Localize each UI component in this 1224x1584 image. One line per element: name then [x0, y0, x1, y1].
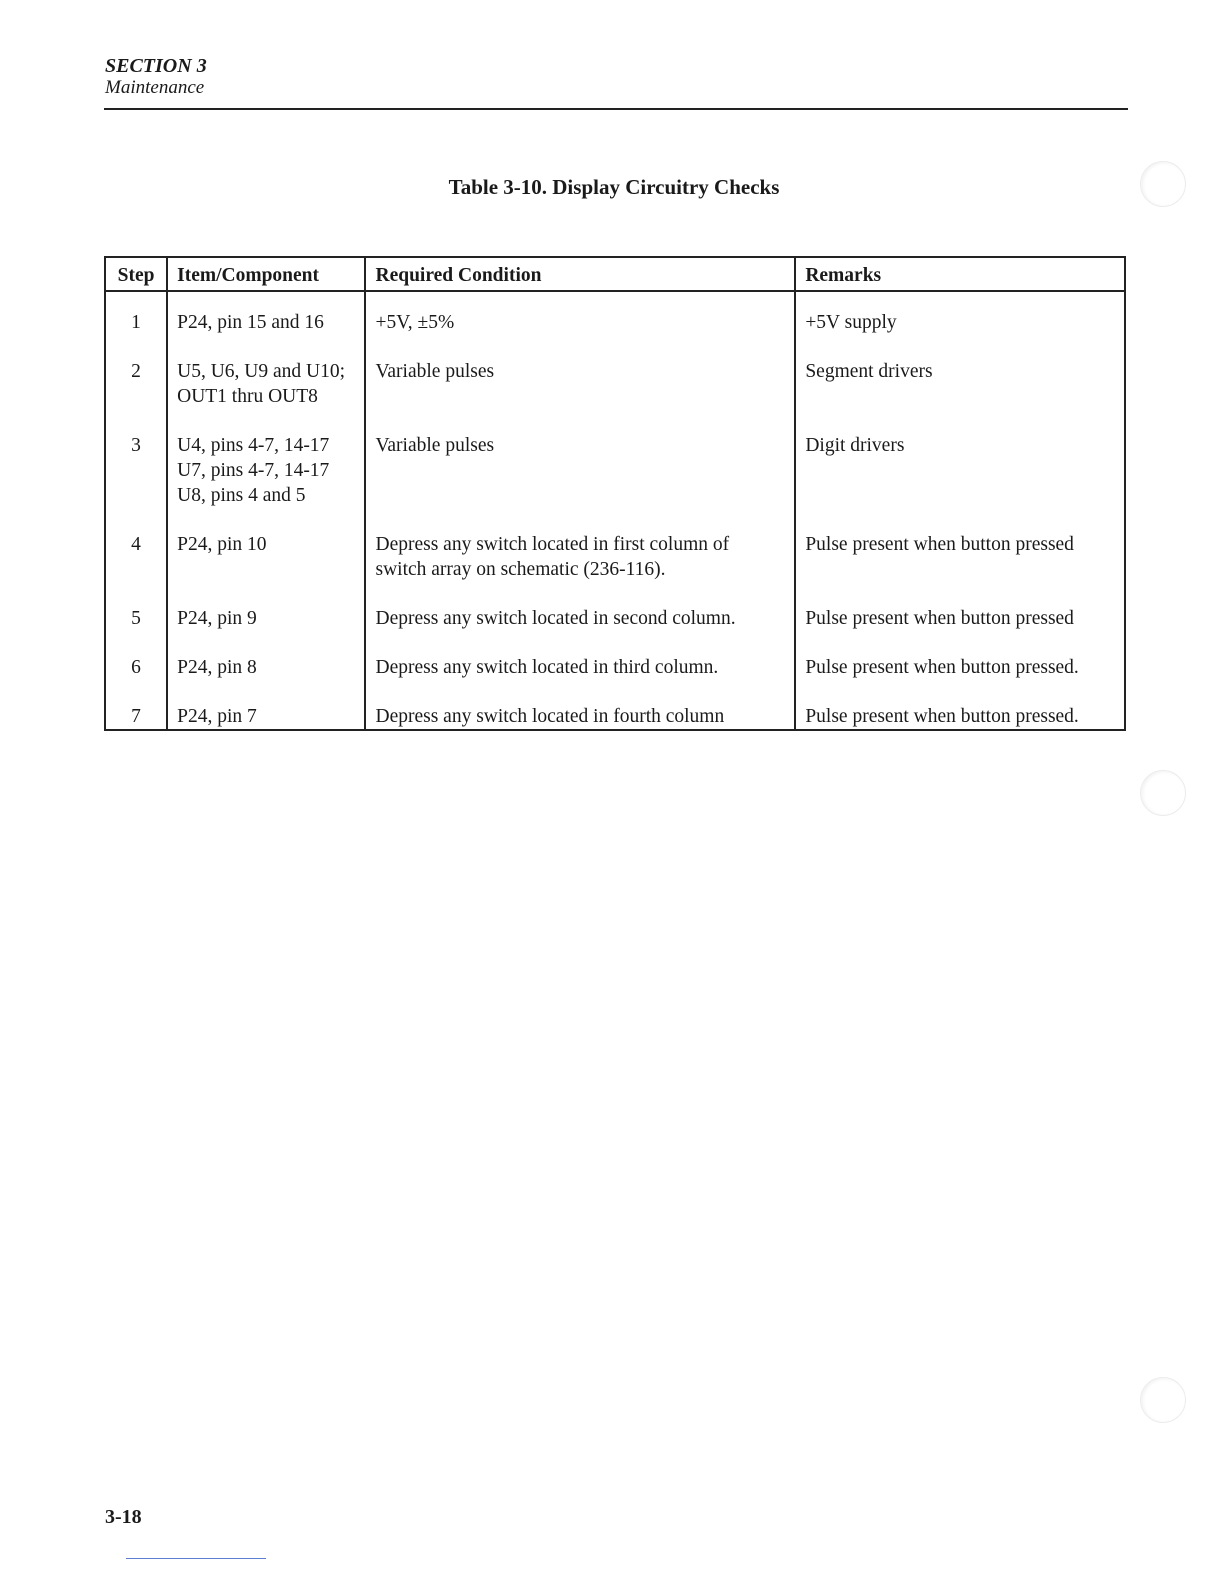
item-cell-line: P24, pin 15 and 16 [177, 312, 324, 333]
remarks-cell-line: Segment drivers [805, 361, 933, 382]
step-cell: 4 [105, 508, 167, 582]
item-cell-line: U8, pins 4 and 5 [177, 485, 306, 506]
item-cell-line: P24, pin 7 [177, 706, 257, 727]
item-cell-line: OUT1 thru OUT8 [177, 386, 318, 407]
section-label: SECTION 3 [105, 55, 207, 77]
item-cell [167, 582, 365, 631]
remarks-cell [795, 291, 1125, 335]
table-row [105, 409, 1125, 508]
remarks-cell-line: Pulse present when button pressed [805, 608, 1074, 629]
table-row [105, 335, 1125, 409]
remarks-cell-line: Digit drivers [805, 435, 905, 456]
condition-cell-line: Variable pulses [375, 435, 495, 456]
binder-hole-middle [1140, 770, 1186, 816]
step-cell: 6 [105, 631, 167, 680]
item-cell [167, 508, 365, 582]
item-cell-line: P24, pin 10 [177, 534, 267, 555]
condition-cell [365, 335, 795, 409]
table-row [105, 291, 1125, 335]
step-cell: 1 [105, 291, 167, 335]
item-cell-line: U7, pins 4-7, 14-17 [177, 460, 330, 481]
remarks-cell [795, 582, 1125, 631]
item-cell-line: U4, pins 4-7, 14-17 [177, 435, 330, 456]
item-cell-line: P24, pin 9 [177, 608, 257, 629]
table-row [105, 631, 1125, 680]
column-header-step: Step [105, 257, 167, 291]
table-row [105, 680, 1125, 730]
condition-cell-line: Variable pulses [375, 361, 495, 382]
remarks-cell-line: Pulse present when button pressed. [805, 657, 1079, 678]
section-subtitle: Maintenance [105, 77, 205, 98]
condition-cell-line: Depress any switch located in third column. [375, 657, 719, 678]
binder-hole-bottom [1140, 1377, 1186, 1423]
item-cell [167, 335, 365, 409]
remarks-cell-line: Pulse present when button pressed [805, 534, 1074, 555]
step-cell: 5 [105, 582, 167, 631]
step-cell: 7 [105, 680, 167, 730]
step-cell: 2 [105, 335, 167, 409]
binder-hole-top [1140, 161, 1186, 207]
table-row [105, 582, 1125, 631]
step-cell: 3 [105, 409, 167, 508]
scan-edge-line [126, 1558, 266, 1559]
remarks-cell [795, 508, 1125, 582]
condition-cell [365, 291, 795, 335]
condition-cell-line: switch array on schematic (236-116). [375, 559, 666, 580]
table-row [105, 508, 1125, 582]
remarks-cell-line: +5V supply [805, 312, 897, 333]
condition-cell-line: +5V, ±5% [375, 312, 455, 333]
condition-cell-line: Depress any switch located in fourth column [375, 706, 725, 727]
table-body [105, 291, 1125, 730]
item-cell-line: U5, U6, U9 and U10; [177, 361, 346, 382]
column-header-remarks: Remarks [795, 257, 1125, 291]
item-cell [167, 291, 365, 335]
header-divider [104, 108, 1128, 110]
remarks-cell-line: Pulse present when button pressed. [805, 706, 1079, 727]
display-circuitry-checks-table [104, 256, 1126, 731]
table-header-row [105, 257, 1125, 291]
item-cell [167, 680, 365, 730]
remarks-cell [795, 631, 1125, 680]
column-header-item: Item/Component [167, 257, 365, 291]
condition-cell [365, 680, 795, 730]
condition-cell-line: Depress any switch located in first column of [375, 534, 730, 555]
item-cell-line: P24, pin 8 [177, 657, 257, 678]
column-header-condition: Required Condition [365, 257, 795, 291]
remarks-cell [795, 680, 1125, 730]
condition-cell [365, 582, 795, 631]
item-cell [167, 631, 365, 680]
condition-cell [365, 631, 795, 680]
condition-cell [365, 508, 795, 582]
condition-cell [365, 409, 795, 508]
page-number: 3-18 [105, 1506, 142, 1528]
remarks-cell [795, 409, 1125, 508]
page-header [105, 56, 207, 98]
condition-cell-line: Depress any switch located in second column. [375, 608, 736, 629]
remarks-cell [795, 335, 1125, 409]
table-title: Table 3-10. Display Circuitry Checks [448, 175, 780, 199]
item-cell [167, 409, 365, 508]
